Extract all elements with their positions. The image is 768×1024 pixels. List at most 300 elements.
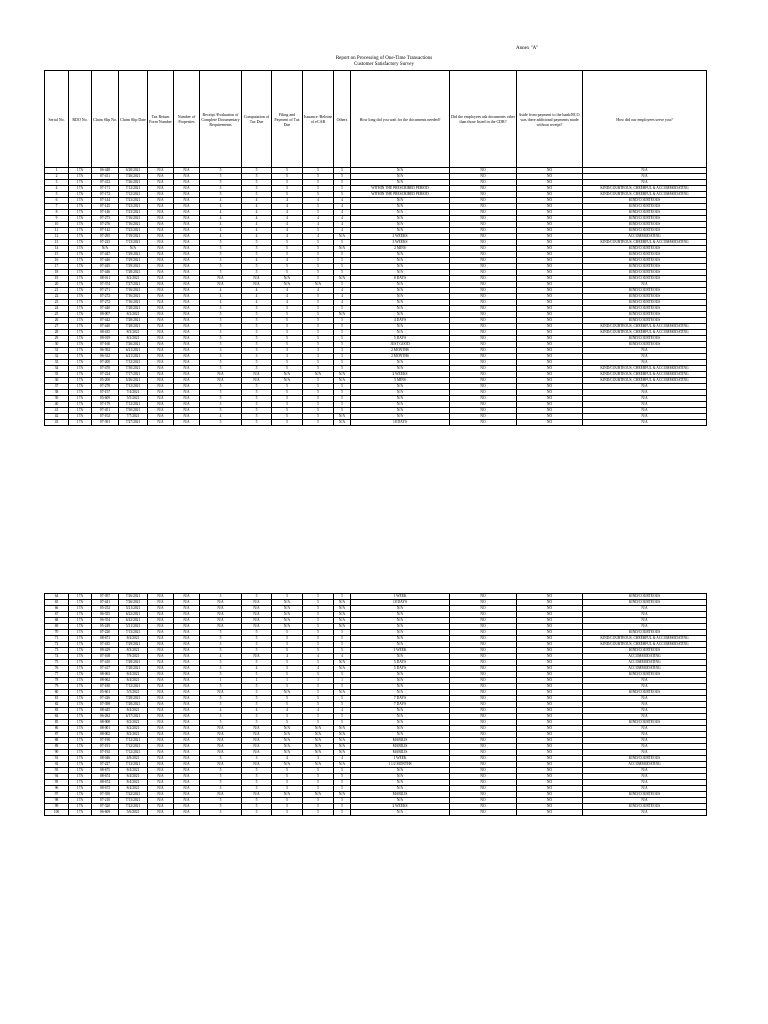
table-cell: N/A <box>351 672 450 678</box>
table-cell: 17A <box>69 252 92 258</box>
table-cell: 17A <box>69 348 92 354</box>
table-cell: 6 <box>45 198 69 204</box>
table-cell: N/A <box>351 294 450 300</box>
table-cell: 5 <box>303 768 334 774</box>
table-cell: 7/28/2021 <box>119 702 148 708</box>
table-cell: NO <box>517 216 583 222</box>
table-cell: N/A <box>583 384 707 390</box>
table-cell: N/A <box>148 798 174 804</box>
table-cell: N/A <box>148 756 174 762</box>
table-cell: 5 <box>334 366 351 372</box>
table-cell: KIND/COURTEOUS <box>583 246 707 252</box>
table-cell: NO <box>450 198 517 204</box>
table-cell: 5 <box>334 696 351 702</box>
table-cell: N/A <box>242 372 272 378</box>
table-cell: N/A <box>148 606 174 612</box>
table-cell: N/A <box>174 420 200 426</box>
table-cell: N/A <box>583 180 707 186</box>
table-cell: 5 <box>272 366 303 372</box>
column-header: Computation of Tax Due <box>242 71 272 168</box>
table-cell: NO <box>517 714 583 720</box>
table-cell: 08-007 <box>92 312 119 318</box>
table-cell: 5 <box>200 246 242 252</box>
table-cell: N/A <box>174 708 200 714</box>
table-cell: NO <box>517 258 583 264</box>
table-cell: 4 <box>334 210 351 216</box>
table-cell: N/A <box>351 642 450 648</box>
table-cell: 5 <box>200 672 242 678</box>
table-cell: JUST GOOD <box>351 342 450 348</box>
table-cell: 17A <box>69 384 92 390</box>
table-cell: 4 <box>200 210 242 216</box>
table-cell: 4 <box>200 708 242 714</box>
table-cell: N/A <box>351 798 450 804</box>
table-cell: 7/16/2021 <box>119 222 148 228</box>
table-cell: 5 <box>242 594 272 600</box>
table-cell: NO <box>517 234 583 240</box>
table-cell: 5 <box>303 210 334 216</box>
table-cell: NO <box>450 420 517 426</box>
table-cell: N/A <box>272 276 303 282</box>
table-cell: N/A <box>351 330 450 336</box>
table-cell: 14 <box>45 246 69 252</box>
table-cell: 3 <box>303 348 334 354</box>
table-cell: 07-190 <box>92 738 119 744</box>
table-cell: NO <box>517 798 583 804</box>
table-cell: N/A <box>174 390 200 396</box>
table-cell: N/A <box>351 396 450 402</box>
table-cell: N/A <box>174 246 200 252</box>
table-cell: N/A <box>148 708 174 714</box>
table-cell: NO <box>450 294 517 300</box>
table-cell: KIND/COURTEOUS <box>583 276 707 282</box>
table-cell: N/A <box>174 714 200 720</box>
table-cell: 17A <box>69 720 92 726</box>
table-cell: 06-448 <box>92 168 119 174</box>
table-cell: 5 <box>272 246 303 252</box>
table-cell: 5 <box>303 174 334 180</box>
table-cell: N/A <box>242 600 272 606</box>
table-cell: 5 <box>303 612 334 618</box>
table-cell: 5 <box>334 408 351 414</box>
table-cell: 1 <box>45 168 69 174</box>
table-cell: 5 <box>272 264 303 270</box>
table-cell: 07-320 <box>92 804 119 810</box>
table-cell: 4 <box>200 414 242 420</box>
table-cell: WITHIN THE PRESCRIBED PERIOD <box>351 192 450 198</box>
table-cell: N/A <box>351 222 450 228</box>
table-cell: KIND/COURTEOUS <box>583 252 707 258</box>
table-cell: 5 <box>242 420 272 426</box>
table-cell: NO <box>517 768 583 774</box>
table-cell: N/A <box>148 738 174 744</box>
table-cell: NO <box>450 168 517 174</box>
table-cell: 31 <box>45 348 69 354</box>
table-cell: 3 <box>272 354 303 360</box>
table-cell: 89 <box>45 744 69 750</box>
table-cell: 5 <box>200 642 242 648</box>
table-cell: N/A <box>200 792 242 798</box>
table-cell: N/A <box>351 624 450 630</box>
table-cell: NO <box>450 384 517 390</box>
table-cell: 4 <box>200 300 242 306</box>
table-cell: 5 <box>200 768 242 774</box>
table-cell: N/A <box>351 786 450 792</box>
table-cell: 10 <box>45 222 69 228</box>
table-cell: 5 <box>272 240 303 246</box>
table-cell: NO <box>450 798 517 804</box>
table-cell: N/A <box>242 276 272 282</box>
table-cell: NO <box>517 744 583 750</box>
table-cell: 17A <box>69 264 92 270</box>
table-cell: N/A <box>351 198 450 204</box>
table-cell: N/A <box>148 282 174 288</box>
table-cell: 5 <box>303 696 334 702</box>
table-cell: N/A <box>334 618 351 624</box>
table-cell: NO <box>517 702 583 708</box>
table-cell: N/A <box>351 264 450 270</box>
table-cell: 7/29/2021 <box>119 258 148 264</box>
table-cell: ACCOMMODATING <box>583 234 707 240</box>
table-cell: 4 <box>272 258 303 264</box>
table-cell: 5 <box>200 402 242 408</box>
table-cell: 5 <box>242 306 272 312</box>
table-cell: 4 <box>200 234 242 240</box>
table-cell: NO <box>450 726 517 732</box>
table-cell: 17A <box>69 606 92 612</box>
table-cell: N/A <box>351 630 450 636</box>
table-cell: KIND/COURTEOUS, CHEERFUL & ACCOMMODATING <box>583 366 707 372</box>
table-cell: KIND/COURTEOUS <box>583 264 707 270</box>
table-cell: 17A <box>69 378 92 384</box>
table-cell: 5 <box>303 402 334 408</box>
column-header: How did our employees serve you? <box>583 71 707 168</box>
table-cell: 5 <box>272 714 303 720</box>
table-cell: 07-220 <box>92 630 119 636</box>
table-cell: 5 <box>303 240 334 246</box>
table-cell: NO <box>450 624 517 630</box>
table-cell: N/A <box>351 384 450 390</box>
table-cell: N/A <box>148 300 174 306</box>
table-cell: 5 <box>242 786 272 792</box>
table-cell: 07-271 <box>92 288 119 294</box>
table-cell: 81 <box>45 696 69 702</box>
table-cell: 5 <box>272 318 303 324</box>
table-cell: 78 <box>45 678 69 684</box>
table-cell: N/A <box>200 744 242 750</box>
table-cell: KIND/COURTEOUS, CHEERFUL & ACCOMMODATING <box>583 192 707 198</box>
table-cell: 07-391 <box>92 420 119 426</box>
table-cell: N/A <box>272 744 303 750</box>
table-cell: 5 <box>272 648 303 654</box>
table-cell: N/A <box>351 708 450 714</box>
table-cell: N/A <box>174 630 200 636</box>
table-cell: KIND/COURTEOUS <box>583 756 707 762</box>
table-cell: MABILIS <box>351 750 450 756</box>
table-cell: 66 <box>45 606 69 612</box>
table-cell: 05-601 <box>92 690 119 696</box>
table-cell: N/A <box>303 726 334 732</box>
table-cell: NO <box>517 624 583 630</box>
table-cell: 17A <box>69 360 92 366</box>
table-cell: 3 <box>200 354 242 360</box>
table-cell: 08-011 <box>92 276 119 282</box>
table-cell: 2 MONTHS <box>351 354 450 360</box>
table-cell: 5 <box>200 660 242 666</box>
table-cell: NO <box>450 642 517 648</box>
table-cell: 5 <box>200 186 242 192</box>
table-cell: N/A <box>148 252 174 258</box>
table-cell: N/A <box>174 342 200 348</box>
table-cell: N/A <box>583 360 707 366</box>
table-cell: 07-447 <box>92 252 119 258</box>
table-cell: NO <box>517 756 583 762</box>
table-cell: NO <box>450 300 517 306</box>
table-cell: N/A <box>174 726 200 732</box>
table-cell: N/A <box>272 282 303 288</box>
table-cell: N/A <box>200 690 242 696</box>
table-cell: NO <box>450 762 517 768</box>
table-cell: N/A <box>334 312 351 318</box>
table-cell: 5/21/2021 <box>119 606 148 612</box>
table-cell: N/A <box>583 684 707 690</box>
table-cell: 4 <box>200 216 242 222</box>
table-cell: N/A <box>351 174 450 180</box>
table-cell: 7/17/2021 <box>119 372 148 378</box>
table-cell: KIND/COURTEOUS, CHEERFUL & ACCOMMODATING <box>583 186 707 192</box>
table-cell: 8/4/2021 <box>119 768 148 774</box>
table-cell: 5 <box>303 258 334 264</box>
table-cell: N/A <box>334 666 351 672</box>
table-cell: 7/12/2021 <box>119 192 148 198</box>
table-cell: N/A <box>148 594 174 600</box>
table-cell: 5 <box>45 192 69 198</box>
table-cell: NO <box>450 780 517 786</box>
table-cell: N/A <box>583 708 707 714</box>
table-cell: N/A <box>148 198 174 204</box>
table-cell: 86 <box>45 726 69 732</box>
table-cell: N/A <box>351 180 450 186</box>
table-cell: 5 <box>303 702 334 708</box>
table-cell: N/A <box>200 282 242 288</box>
table-cell: 1 WEEK <box>351 648 450 654</box>
table-cell: KIND/COURTEOUS <box>583 210 707 216</box>
table-cell: 07-470 <box>92 366 119 372</box>
table-cell: 4 <box>272 228 303 234</box>
table-cell: 7/22/2021 <box>119 804 148 810</box>
table-cell: N/A <box>148 792 174 798</box>
table-cell: 40 <box>45 402 69 408</box>
table-cell: 17A <box>69 654 92 660</box>
table-cell: 17A <box>69 336 92 342</box>
table-cell: 3 <box>242 348 272 354</box>
table-cell: 4 DAYS <box>351 318 450 324</box>
table-cell: 38 <box>45 390 69 396</box>
table-cell: N/A <box>583 696 707 702</box>
table-cell: 88 <box>45 738 69 744</box>
table-cell: 4 <box>272 222 303 228</box>
table-cell: N/A <box>351 606 450 612</box>
table-cell: N/A <box>272 738 303 744</box>
table-cell: 17A <box>69 792 92 798</box>
table-cell: 07-442 <box>92 318 119 324</box>
table-cell: 08-674 <box>92 774 119 780</box>
table-cell: 17A <box>69 696 92 702</box>
table-cell: 5 <box>200 168 242 174</box>
table-cell: N/A <box>303 792 334 798</box>
table-cell: 5 <box>200 648 242 654</box>
table-cell: MABILIS <box>351 738 450 744</box>
table-cell: 07-272 <box>92 300 119 306</box>
table-cell: N/A <box>148 420 174 426</box>
table-cell: 8/2/2021 <box>119 336 148 342</box>
table-cell: 5 <box>272 384 303 390</box>
table-cell: KIND/COURTEOUS <box>583 672 707 678</box>
table-cell: 17A <box>69 774 92 780</box>
table-cell: N/A <box>351 768 450 774</box>
column-header: Issuance /Release of eCAR <box>303 71 334 168</box>
table-cell: 7/12/2021 <box>119 750 148 756</box>
table-cell: 4 <box>272 288 303 294</box>
table-cell: 17A <box>69 762 92 768</box>
table-cell: 07-210 <box>92 798 119 804</box>
table-cell: 71 <box>45 636 69 642</box>
table-cell: NO <box>517 660 583 666</box>
table-cell: N/A <box>148 648 174 654</box>
table-cell: 7/16/2021 <box>119 216 148 222</box>
table-cell: 4 <box>242 294 272 300</box>
table-cell: 73 <box>45 648 69 654</box>
table-cell: NO <box>517 378 583 384</box>
table-cell: N/A <box>351 258 450 264</box>
table-cell: N/A <box>303 282 334 288</box>
table-cell: N/A <box>583 714 707 720</box>
table-cell: 5 <box>242 714 272 720</box>
table-cell: 06-312 <box>92 354 119 360</box>
table-cell: N/A <box>242 762 272 768</box>
table-cell: N/A <box>174 282 200 288</box>
table-cell: 5 <box>272 702 303 708</box>
table-cell: N/A <box>174 234 200 240</box>
table-cell: N/A <box>583 354 707 360</box>
table-cell: 08-001 <box>92 726 119 732</box>
table-cell: 3 WEEKS <box>351 240 450 246</box>
table-cell: KIND/COURTEOUS <box>583 306 707 312</box>
table-cell: 29 <box>45 336 69 342</box>
table-cell: N/A <box>174 408 200 414</box>
table-cell: 3 <box>200 756 242 762</box>
table-cell: 5 <box>334 684 351 690</box>
table-cell: N/A <box>334 234 351 240</box>
table-cell: NO <box>450 228 517 234</box>
table-cell: 5 <box>242 804 272 810</box>
table-cell: 67 <box>45 612 69 618</box>
table-cell: N/A <box>148 186 174 192</box>
table-cell: NO <box>517 228 583 234</box>
table-cell: 4 <box>242 198 272 204</box>
table-cell: N/A <box>583 420 707 426</box>
table-cell: N/A <box>351 300 450 306</box>
table-cell: 17A <box>69 708 92 714</box>
table-cell: 68 <box>45 618 69 624</box>
table-cell: 4 <box>200 198 242 204</box>
table-cell: N/A <box>272 726 303 732</box>
table-cell: 17A <box>69 354 92 360</box>
table-cell: NO <box>450 720 517 726</box>
table-cell: 4 <box>272 654 303 660</box>
table-cell: N/A <box>148 246 174 252</box>
table-cell: 5 <box>334 186 351 192</box>
table-cell: N/A <box>148 810 174 816</box>
table-cell: 08-671 <box>92 636 119 642</box>
table-cell: 5 <box>200 696 242 702</box>
table-cell: 26 <box>45 318 69 324</box>
table-cell: 4 <box>303 216 334 222</box>
table-cell: N/A <box>148 696 174 702</box>
table-cell: N/A <box>174 762 200 768</box>
table-cell: N/A <box>174 684 200 690</box>
table-cell: N/A <box>334 762 351 768</box>
table-cell: 06-354 <box>92 618 119 624</box>
table-cell: 7/26/2021 <box>119 174 148 180</box>
table-cell: N/A <box>174 756 200 762</box>
table-cell: NO <box>517 732 583 738</box>
table-cell: 5 <box>242 270 272 276</box>
table-cell: KIND/COURTEOUS <box>583 294 707 300</box>
table-cell: 5 <box>272 414 303 420</box>
table-cell: 5 <box>272 720 303 726</box>
table-cell: N/A <box>583 396 707 402</box>
table-cell: 17A <box>69 756 92 762</box>
table-cell: 5 <box>272 174 303 180</box>
table-cell: N/A <box>148 804 174 810</box>
table-cell: 17A <box>69 402 92 408</box>
table-cell: N/A <box>174 336 200 342</box>
table-cell: 07-102 <box>92 414 119 420</box>
table-cell: 17A <box>69 618 92 624</box>
table-cell: 5 <box>200 798 242 804</box>
table-cell: 07-168 <box>92 654 119 660</box>
table-cell: 07-350 <box>92 792 119 798</box>
table-cell: N/A <box>351 684 450 690</box>
table-cell: 17A <box>69 414 92 420</box>
table-cell: 07-397 <box>92 594 119 600</box>
table-cell: 5 <box>334 336 351 342</box>
table-cell: NO <box>450 744 517 750</box>
table-cell: N/A <box>148 180 174 186</box>
table-cell: 17A <box>69 240 92 246</box>
table-cell: N/A <box>334 690 351 696</box>
table-cell: 5 <box>200 684 242 690</box>
table-cell: N/A <box>148 336 174 342</box>
table-cell: NO <box>517 180 583 186</box>
table-cell: 5 <box>303 630 334 636</box>
report-subtitle: Customer Satisfactory Survey <box>354 62 414 67</box>
table-cell: 87 <box>45 732 69 738</box>
table-cell: 5 <box>200 318 242 324</box>
table-cell: NO <box>517 186 583 192</box>
table-cell: N/A <box>303 750 334 756</box>
table-cell: 43 <box>45 420 69 426</box>
table-cell: KIND/COURTEOUS <box>583 288 707 294</box>
table-cell: NO <box>517 606 583 612</box>
table-cell: 99 <box>45 804 69 810</box>
table-cell: N/A <box>583 744 707 750</box>
table-cell: 1 WEEK <box>351 594 450 600</box>
table-cell: KIND/COURTEOUS, CHEERFUL & ACCOMMODATING <box>583 372 707 378</box>
table-cell: 5 <box>334 174 351 180</box>
table-cell: 5 <box>334 342 351 348</box>
